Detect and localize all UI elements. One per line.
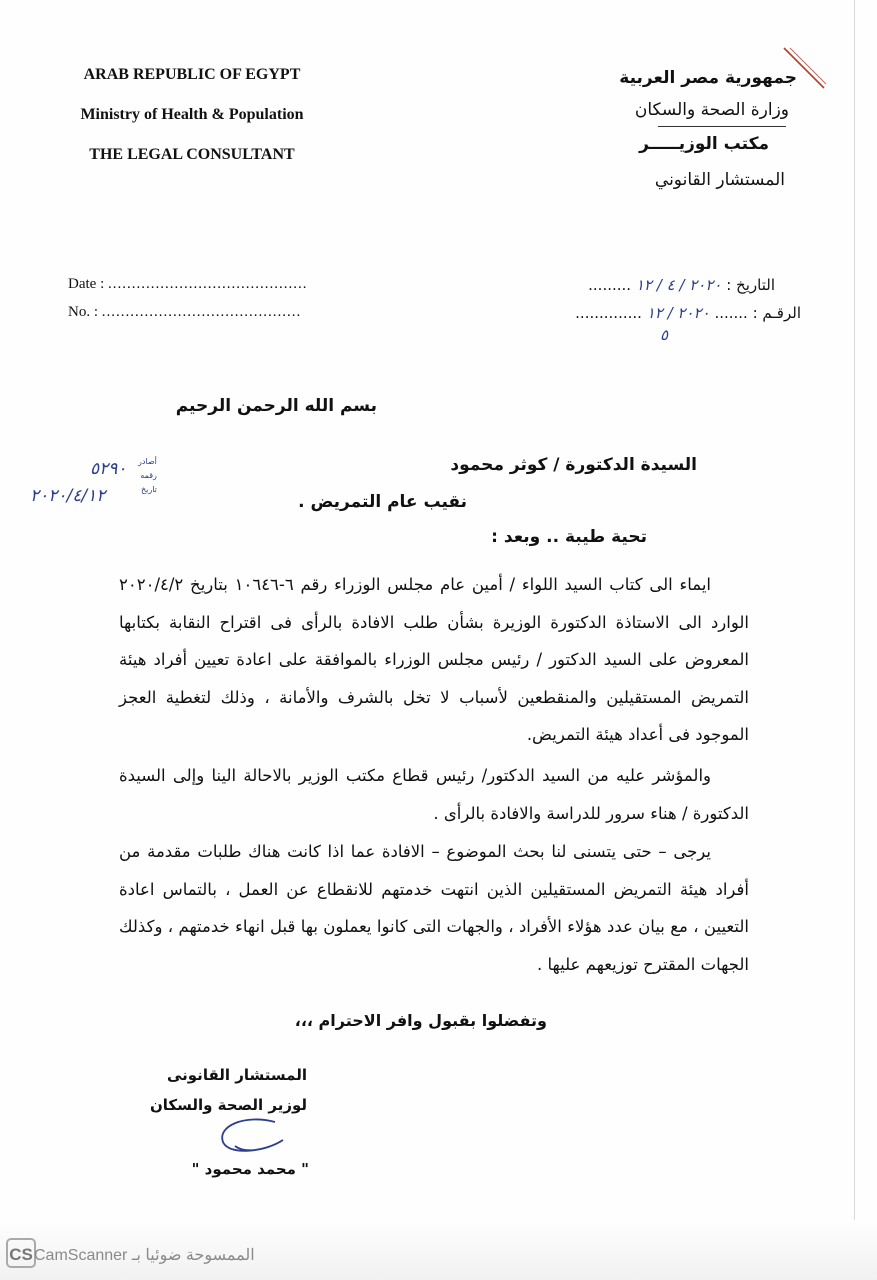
addressee-title: نقيب عام التمريض . xyxy=(298,492,467,512)
closing-line: وتفضلوا بقبول وافر الاحترام ،،، xyxy=(294,1011,547,1030)
body-paragraph: والمؤشر عليه من السيد الدكتور/ رئيس قطاع مكتب الوزير بالاحالة الينا وإلى السيدة الدكتورة / هناء سرور للدراسة والافادة بالرأى . xyxy=(119,766,749,823)
body-paragraph: يرجى – حتى يتسنى لنا بحث الموضوع – الافادة عما اذا كانت هناك طلبات مقدمة من أفراد هيئة التمريض المستقيلين الذين انتهت خدمتهم للانقطاع عن العمل ، بالتماس اعادة التعيين ، مع بيان عدد هؤلاء الأفراد ، والجهات التى كانوا يعملون بها قبل انهاء خدمتهم ، وكذلك الجهات المقترح توزيعهم عليها . xyxy=(119,842,749,974)
incoming-stamp-date: ٢٠٢٠/٤/١٢ xyxy=(30,486,106,506)
number-dots-en: .......................................... xyxy=(101,304,302,320)
header-ar-country: جمهورية مصر العربية xyxy=(619,68,797,88)
number-field-ar: الرقـم : ....... ٢٠٢٠ / ١٢ .............. xyxy=(575,304,801,322)
date-value-handwritten: ٢٠٢٠ / ٤ / ١٢ xyxy=(635,276,722,294)
number-label-ar: الرقـم : xyxy=(752,304,801,322)
body-paragraph: ايماء الى كتاب السيد اللواء / أمين عام مجلس الوزراء رقم ٦-١٠٦٤٦ بتاريخ ٢٠٢٠/٤/٢ الوارد الى الاستاذة الدكتورة الوزيرة بشأن طلب الافادة بالرأى فى اقتراح النقابة بكتابها المعروض على السيد الدكتور / رئيس مجلس الوزراء بالموافقة على اعادة تعيين أفراد هيئة التمريض المستقيلين والمنقطعين لأسباب لا تخل بالشرف والأمانة ، وذلك لتغطية العجز الموجود فى أعداد هيئة التمريض. xyxy=(119,575,749,745)
greeting: تحية طيبة .. وبعد : xyxy=(491,527,647,547)
scanner-watermark-text: CamScanner الممسوحة ضوئيا بـ xyxy=(34,1247,255,1264)
header-ar-underline xyxy=(658,126,786,127)
header-ar-office: مكتب الوزيـــــر xyxy=(639,134,769,154)
incoming-stamp-labels: أصادر رقمه تاريخ xyxy=(138,457,157,494)
signature-title-ministry: لوزير الصحة والسكان xyxy=(149,1096,307,1114)
signature-title: المستشار القانونى xyxy=(166,1066,307,1084)
signatory-name: " محمد محمود " xyxy=(191,1160,309,1178)
header-en-ministry: Ministry of Health & Population xyxy=(80,106,304,123)
number-extra-handwritten: ٥ xyxy=(660,326,669,344)
header-en-country: ARAB REPUBLIC OF EGYPT xyxy=(83,66,301,83)
date-label-ar: التاريخ : xyxy=(726,276,775,294)
incoming-stamp-number: ٥٢٩٠ xyxy=(90,459,127,479)
addressee-name: السيدة الدكتورة / كوثر محمود xyxy=(450,455,697,475)
header-ar-consultant: المستشار القانوني xyxy=(654,170,785,190)
number-label-en: No. : xyxy=(68,304,98,320)
header-ar-ministry: وزارة الصحة والسكان xyxy=(634,100,789,120)
date-label-en: Date : xyxy=(68,276,105,292)
header-en-office: THE LEGAL CONSULTANT xyxy=(89,146,295,163)
date-field-ar: التاريخ : ٢٠٢٠ / ٤ / ١٢ ......... xyxy=(588,276,775,294)
page-edge-shadow xyxy=(854,0,855,1280)
number-value-handwritten: ٢٠٢٠ / ١٢ xyxy=(646,304,710,322)
basmala: بسم الله الرحمن الرحيم xyxy=(175,396,377,416)
number-field-en xyxy=(68,304,301,321)
handwritten-signature xyxy=(205,1112,295,1162)
camscanner-logo-icon: CS xyxy=(6,1238,36,1268)
date-field-en xyxy=(68,276,307,293)
pen-mark-decoration xyxy=(780,44,830,94)
date-dots-en: .......................................... xyxy=(107,276,308,292)
